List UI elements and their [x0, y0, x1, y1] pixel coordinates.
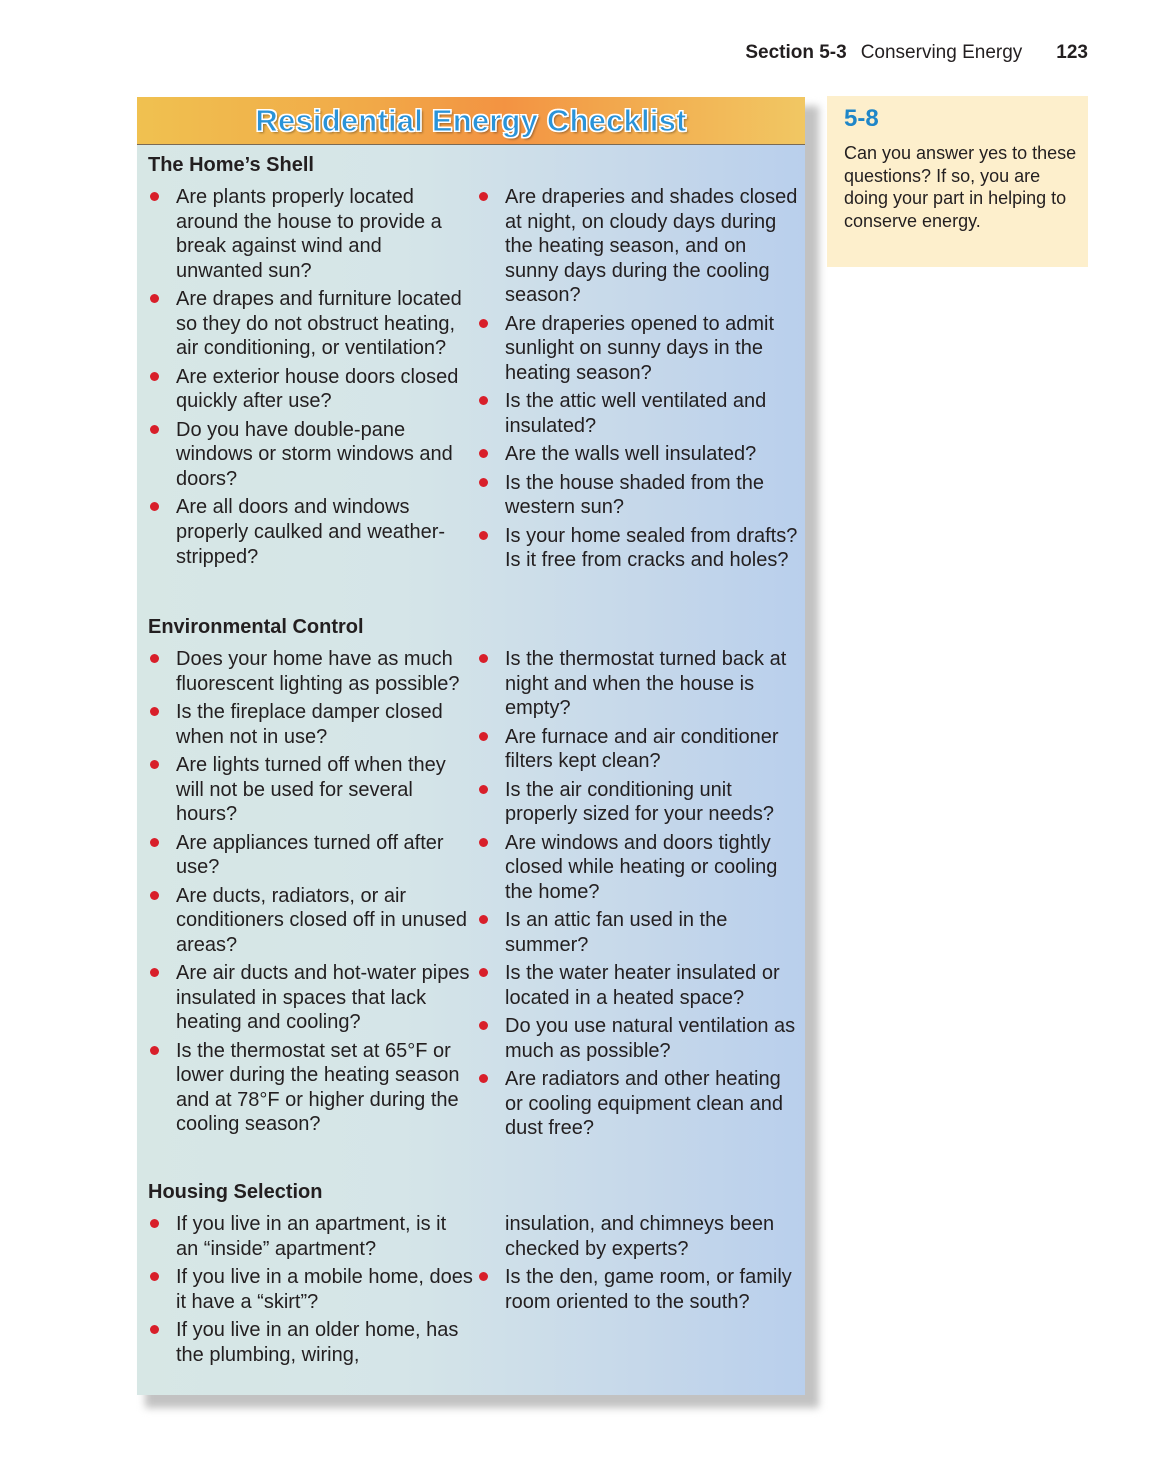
list-item: [477, 647, 799, 721]
list-item-text: Do you use natural ventilation as much as possible?: [505, 1015, 796, 1062]
list-item: [477, 725, 799, 774]
checklist-column-right: [477, 647, 799, 1145]
checklist-panel: [137, 97, 805, 1395]
list-item-text: Are radiators and other heating or cooling equipment clean and dust free?: [505, 1068, 783, 1140]
list-item-text: Are lights turned off when they will not be used for several hours?: [176, 753, 446, 826]
list-item-text: Is the den, game room, or family room oriented to the south?: [505, 1265, 792, 1313]
page-number: 123: [1056, 42, 1088, 63]
bullet-icon: [479, 1021, 488, 1030]
list-item: [477, 1265, 799, 1314]
list-item: [148, 418, 473, 492]
bullet-icon: [150, 1325, 159, 1334]
checklist-column-left: [148, 185, 473, 573]
list-item: [148, 1318, 473, 1367]
bullet-icon: [479, 1272, 488, 1281]
bullet-icon: [150, 654, 159, 663]
list-item-text: Are windows and doors tightly closed while heating or cooling the home?: [505, 831, 778, 903]
bullet-icon: [479, 915, 488, 924]
list-item-text: Is the fireplace damper closed when not in use?: [176, 700, 443, 748]
list-item-text: If you live in an older home, has the plumbing, wiring,: [176, 1318, 459, 1366]
list-item-text: Is the attic well ventilated and insulated?: [505, 390, 767, 437]
header-topic: Conserving Energy: [860, 42, 1023, 63]
list-item-text: Are draperies opened to admit sunlight on sunny days in the heating season?: [505, 312, 775, 384]
list-item: [477, 1067, 799, 1141]
section-heading: Environmental Control: [148, 616, 364, 638]
list-item-text: Are draperies and shades closed at night, on cloudy days during the heating season, and on sunny days during the cooling season?: [505, 186, 798, 307]
list-item: [148, 365, 473, 414]
list-item-text: Is the water heater insulated or located in a heated space?: [505, 962, 780, 1009]
list-item-text: Are air ducts and hot-water pipes insulated in spaces that lack heating and cooling?: [176, 962, 470, 1034]
list-item: [148, 185, 473, 283]
checklist-column-right: [477, 1212, 799, 1318]
list-item-text: Is the house shaded from the western sun?: [505, 471, 765, 519]
section-heading: Housing Selection: [148, 1181, 323, 1203]
list-item: [477, 312, 799, 386]
bullet-icon: [479, 192, 488, 201]
list-item: [477, 961, 799, 1010]
list-item-text: insulation, and chimneys been checked by experts?: [505, 1213, 775, 1260]
bullet-icon: [479, 319, 488, 328]
list-item: [148, 700, 473, 749]
bullet-icon: [150, 372, 159, 381]
running-header: [745, 41, 1088, 65]
bullet-icon: [150, 760, 159, 769]
bullet-icon: [479, 449, 488, 458]
list-item-text: Are the walls well insulated?: [505, 443, 757, 466]
list-item: [148, 495, 473, 569]
list-item: [148, 753, 473, 827]
list-item-text: Is the air conditioning unit properly sized for your needs?: [505, 778, 775, 826]
checklist-column-left: [148, 647, 473, 1141]
list-item-text: Are plants properly located around the house to provide a break against wind and unwanted sun?: [176, 186, 442, 282]
list-item: [477, 1014, 799, 1063]
list-item: [148, 1039, 473, 1137]
checklist-column-left: [148, 1212, 473, 1371]
list-item-continuation: [477, 1212, 799, 1261]
section-heading: The Home’s Shell: [148, 154, 314, 176]
bullet-icon: [479, 1074, 488, 1083]
list-item: [148, 287, 473, 361]
list-item: [477, 524, 799, 573]
list-item-text: If you live in an apartment, is it an “inside” apartment?: [176, 1213, 447, 1260]
bullet-icon: [150, 838, 159, 847]
checklist-title: Residential Energy Checklist: [255, 103, 687, 138]
bullet-icon: [150, 707, 159, 716]
list-item: [148, 884, 473, 958]
list-item-text: Do you have double-pane windows or storm windows and doors?: [176, 418, 453, 490]
bullet-icon: [479, 732, 488, 741]
list-item: [477, 389, 799, 438]
bullet-icon: [150, 1046, 159, 1055]
list-item: [477, 831, 799, 905]
list-item-text: Are all doors and windows properly caulked and weather-stripped?: [176, 496, 446, 568]
list-item-text: Are ducts, radiators, or air conditioners closed off in unused areas?: [176, 884, 467, 956]
list-item-text: Are exterior house doors closed quickly after use?: [176, 365, 459, 413]
bullet-icon: [479, 531, 488, 540]
bullet-icon: [150, 1219, 159, 1228]
list-item-text: Is an attic fan used in the summer?: [505, 909, 728, 956]
bullet-icon: [150, 502, 159, 511]
bullet-icon: [479, 654, 488, 663]
list-item: [148, 1265, 473, 1314]
bullet-icon: [150, 425, 159, 434]
list-item: [477, 185, 799, 308]
bullet-icon: [479, 478, 488, 487]
list-item: [477, 471, 799, 520]
bullet-icon: [479, 785, 488, 794]
list-item-text: Does your home have as much fluorescent lighting as possible?: [176, 648, 460, 695]
bullet-icon: [150, 192, 159, 201]
note-text: Can you answer yes to these questions? If so, you are doing your part in helping to conserve energy.: [844, 143, 1077, 232]
list-item-text: If you live in a mobile home, does it have a “skirt”?: [176, 1265, 473, 1313]
list-item: [148, 1212, 473, 1261]
bullet-icon: [479, 396, 488, 405]
bullet-icon: [479, 838, 488, 847]
header-section-label: Section 5-3: [745, 42, 847, 63]
list-item: [477, 778, 799, 827]
list-item: [148, 647, 473, 696]
bullet-icon: [150, 294, 159, 303]
note-number: 5-8: [844, 105, 879, 132]
list-item: [148, 831, 473, 880]
bullet-icon: [150, 1272, 159, 1281]
list-item-text: Is the thermostat set at 65°F or lower during the heating season and at 78°F or higher during the cooling season?: [176, 1039, 460, 1136]
bullet-icon: [150, 891, 159, 900]
checklist-title-bar: [137, 97, 805, 145]
list-item-text: Are drapes and furniture located so they do not obstruct heating, air conditioning, or ventilation?: [176, 288, 462, 360]
list-item-text: Are appliances turned off after use?: [176, 831, 444, 879]
list-item-text: Are furnace and air conditioner filters kept clean?: [505, 725, 779, 773]
list-item-text: Is the thermostat turned back at night and when the house is empty?: [505, 648, 787, 720]
bullet-icon: [150, 968, 159, 977]
list-item: [148, 961, 473, 1035]
checklist-column-right: [477, 185, 799, 577]
list-item-text: Is your home sealed from drafts? Is it free from cracks and holes?: [505, 524, 798, 572]
list-item: [477, 908, 799, 957]
list-item: [477, 442, 799, 467]
margin-note: [827, 96, 1088, 267]
bullet-icon: [479, 968, 488, 977]
